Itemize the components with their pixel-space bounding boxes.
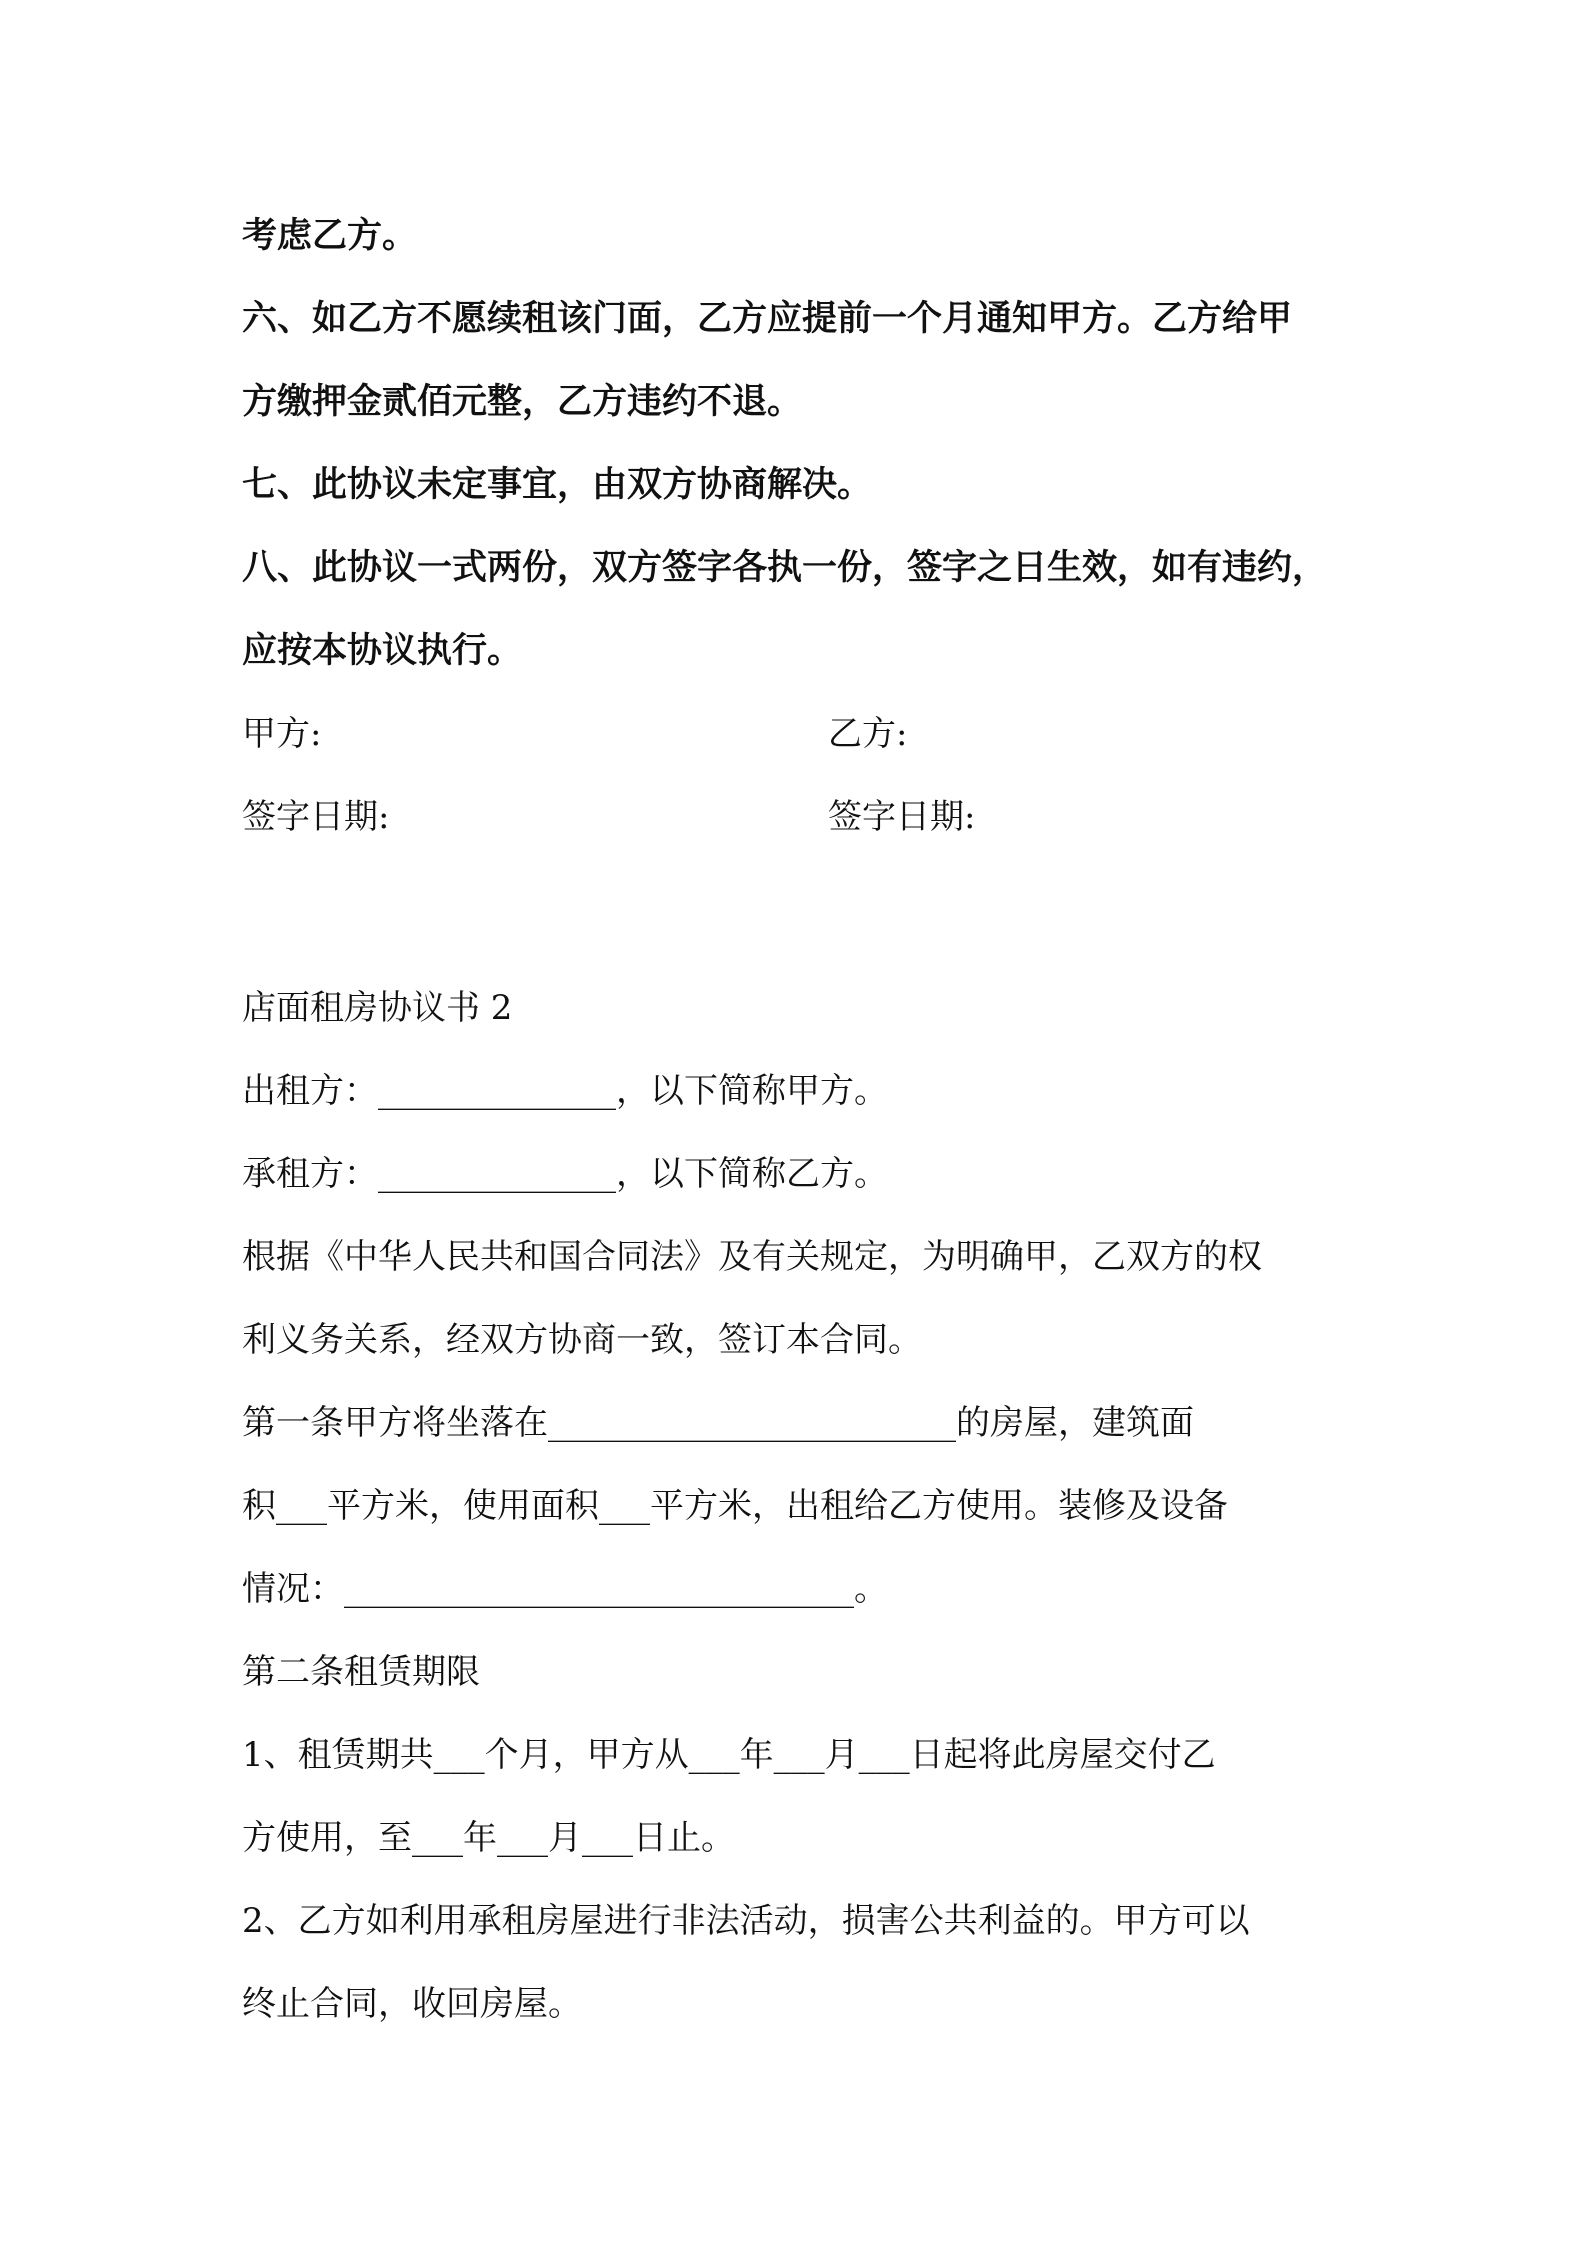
party-b-date-label: 签字日期: [828, 797, 976, 837]
clause-eight-line-2: 应按本协议执行。 [242, 631, 523, 671]
article-one-line-2: 积___平方米，使用面积___平方米，出租给乙方使用。装修及设备 [242, 1486, 1228, 1526]
termination-line-2: 终止合同，收回房屋。 [242, 1984, 582, 2024]
lease-term-line-2: 方使用，至___年___月___日止。 [242, 1818, 735, 1858]
paragraph-line: 考虑乙方。 [242, 216, 418, 256]
article-two-heading: 第二条租赁期限 [242, 1652, 480, 1692]
party-a-label: 甲方: [242, 714, 322, 754]
lessee-line: 承租方：______________，以下简称乙方。 [242, 1154, 888, 1194]
clause-six-line-2: 方缴押金贰佰元整，乙方违约不退。 [242, 382, 803, 422]
clause-seven: 七、此协议未定事宜，由双方协商解决。 [242, 465, 873, 505]
termination-line-1: 2、乙方如利用承租房屋进行非法活动，损害公共利益的。甲方可以 [242, 1901, 1250, 1941]
signature-row-parties [242, 693, 1362, 776]
section-spacer [242, 859, 1362, 967]
clause-six-line-1: 六、如乙方不愿续租该门面，乙方应提前一个月通知甲方。乙方给甲 [242, 299, 1293, 339]
party-a-date-label: 签字日期: [242, 797, 390, 837]
signature-row-dates [242, 776, 1362, 859]
article-one-line-3: 情况：______________________________。 [242, 1569, 888, 1609]
party-b-label: 乙方: [828, 714, 908, 754]
agreement-title: 店面租房协议书 2 [242, 988, 513, 1028]
document-content [242, 195, 1362, 2046]
preamble-line-2: 利义务关系，经双方协商一致，签订本合同。 [242, 1320, 922, 1360]
preamble-line-1: 根据《中华人民共和国合同法》及有关规定，为明确甲，乙双方的权 [242, 1237, 1262, 1277]
article-one-line-1: 第一条甲方将坐落在________________________的房屋，建筑面 [242, 1403, 1194, 1443]
lessor-line: 出租方：______________，以下简称甲方。 [242, 1071, 888, 1111]
lease-term-line-1: 1、租赁期共___个月，甲方从___年___月___日起将此房屋交付乙 [242, 1735, 1216, 1775]
clause-eight-line-1: 八、此协议一式两份，双方签字各执一份，签字之日生效，如有违约， [242, 548, 1328, 588]
